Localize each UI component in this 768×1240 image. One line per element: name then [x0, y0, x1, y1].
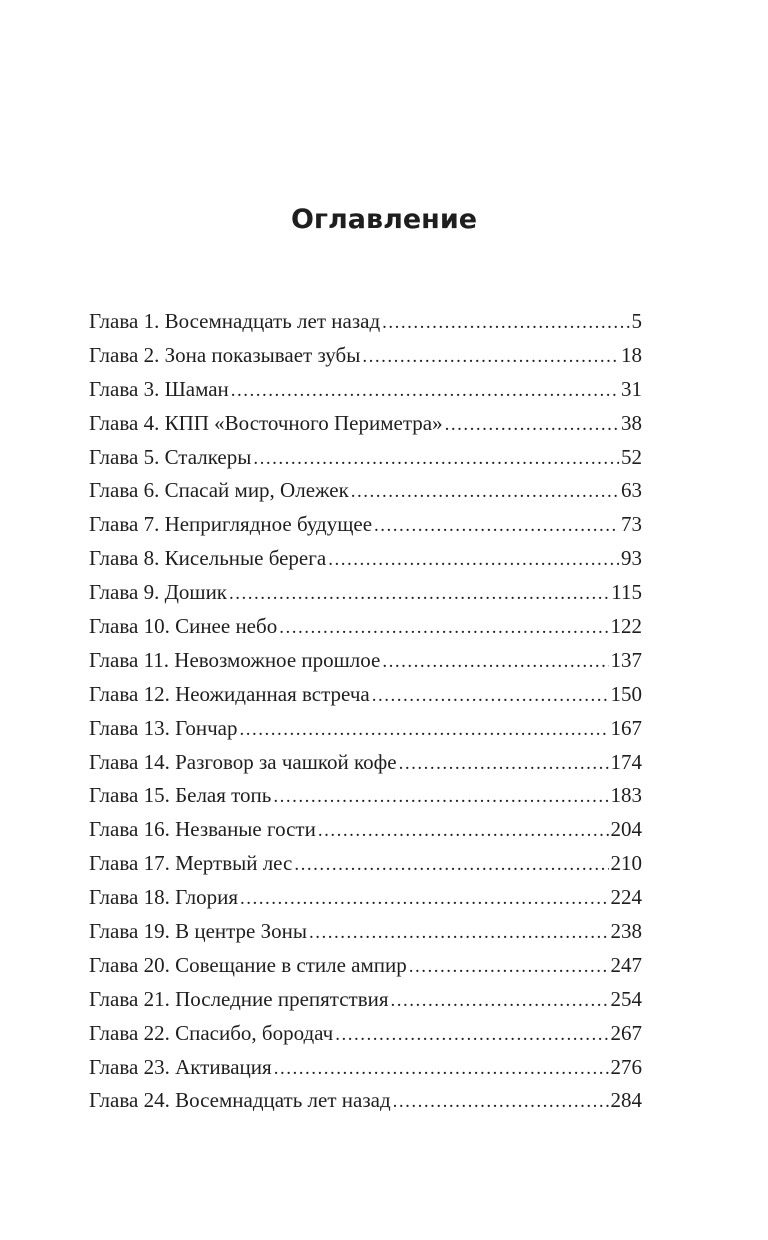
- page-number: 52: [621, 444, 642, 469]
- dot-leader: [445, 408, 619, 442]
- toc-entry-chapter-16: [89, 813, 642, 847]
- chapter-title: Глава 2. Зона показывает зубы: [89, 342, 361, 367]
- toc-entry-chapter-22: [89, 1017, 642, 1051]
- dot-leader: [273, 780, 608, 814]
- page-number: 93: [621, 546, 642, 571]
- dot-leader: [231, 374, 619, 408]
- page-number: 38: [621, 410, 642, 435]
- toc-entry-chapter-4: [89, 407, 642, 441]
- toc-entry-chapter-3: [89, 373, 642, 407]
- chapter-title: Глава 24. Восемнадцать лет назад: [89, 1088, 391, 1113]
- chapter-title: Глава 21. Последние препятствия: [89, 986, 389, 1011]
- page-number: 284: [610, 1088, 642, 1113]
- chapter-title: Глава 16. Незваные гости: [89, 817, 316, 842]
- page-number: 276: [610, 1054, 642, 1079]
- dot-leader: [382, 645, 608, 679]
- page-number: 254: [610, 986, 642, 1011]
- chapter-title: Глава 10. Синее небо: [89, 614, 278, 639]
- toc-entry-chapter-24: [89, 1084, 642, 1118]
- toc-entry-chapter-9: [89, 576, 642, 610]
- dot-leader: [372, 679, 609, 713]
- chapter-title: Глава 14. Разговор за чашкой кофе: [89, 749, 397, 774]
- chapter-title: Глава 12. Неожиданная встреча: [89, 681, 370, 706]
- page-number: 204: [610, 817, 642, 842]
- dot-leader: [409, 950, 609, 984]
- toc-entry-chapter-18: [89, 881, 642, 915]
- dot-leader: [335, 1018, 608, 1052]
- page-number: 183: [610, 783, 642, 808]
- toc-entry-chapter-14: [89, 746, 642, 780]
- chapter-title: Глава 1. Восемнадцать лет назад: [89, 309, 381, 333]
- page-number: 224: [610, 885, 642, 910]
- page-number: 63: [621, 478, 642, 503]
- toc-entry-chapter-15: [89, 779, 642, 813]
- dot-leader: [240, 882, 608, 916]
- page-number: 115: [611, 580, 642, 605]
- page-number: 73: [621, 512, 642, 537]
- chapter-title: Глава 23. Активация: [89, 1054, 272, 1079]
- dot-leader: [229, 577, 609, 611]
- toc-entry-chapter-6: [89, 474, 642, 508]
- dot-leader: [279, 611, 608, 645]
- chapter-title: Глава 22. Спасибо, бородач: [89, 1020, 334, 1045]
- toc-entry-chapter-17: [89, 847, 642, 881]
- page-number: 238: [610, 919, 642, 944]
- chapter-title: Глава 13. Гончар: [89, 715, 238, 740]
- dot-leader: [382, 306, 629, 340]
- chapter-title: Глава 4. КПП «Восточного Периметра»: [89, 410, 443, 435]
- page-number: 31: [621, 376, 642, 401]
- dot-leader: [374, 509, 619, 543]
- toc-entry-chapter-12: [89, 678, 642, 712]
- chapter-title: Глава 3. Шаман: [89, 376, 229, 401]
- toc-entry-chapter-13: [89, 712, 642, 746]
- page-number: 210: [610, 851, 642, 876]
- chapter-title: Глава 9. Дошик: [89, 580, 228, 605]
- toc-entry-chapter-23: [89, 1051, 642, 1085]
- dot-leader: [351, 475, 619, 509]
- dot-leader: [399, 747, 609, 781]
- toc-entry-chapter-10: [89, 610, 642, 644]
- dot-leader: [393, 1085, 609, 1119]
- toc-entry-chapter-20: [89, 949, 642, 983]
- page-number: 167: [610, 715, 642, 740]
- dot-leader: [294, 848, 608, 882]
- page-number: 150: [610, 681, 642, 706]
- toc-entry-chapter-11: [89, 644, 642, 678]
- dot-leader: [253, 442, 619, 476]
- chapter-title: Глава 5. Сталкеры: [89, 444, 252, 469]
- chapter-title: Глава 19. В центре Зоны: [89, 919, 307, 944]
- chapter-title: Глава 18. Глория: [89, 885, 239, 910]
- page-number: 137: [610, 647, 642, 672]
- toc-entry-chapter-2: [89, 339, 642, 373]
- chapter-title: Глава 8. Кисельные берега: [89, 546, 327, 571]
- page-number: 5: [631, 309, 642, 333]
- chapter-title: Глава 15. Белая топь: [89, 783, 272, 808]
- dot-leader: [362, 340, 619, 374]
- chapter-title: Глава 17. Мертвый лес: [89, 851, 293, 876]
- page-number: 18: [621, 342, 642, 367]
- page-number: 122: [610, 614, 642, 639]
- page-number: 174: [610, 749, 642, 774]
- dot-leader: [274, 1052, 609, 1086]
- dot-leader: [391, 984, 609, 1018]
- table-of-contents: [89, 305, 642, 1118]
- chapter-title: Глава 7. Неприглядное будущее: [89, 512, 373, 537]
- chapter-title: Глава 11. Невозможное прошлое: [89, 647, 381, 672]
- dot-leader: [309, 916, 609, 950]
- dot-leader: [328, 543, 619, 577]
- toc-entry-chapter-1: [89, 305, 642, 339]
- chapter-title: Глава 20. Совещание в стиле ампир: [89, 952, 407, 977]
- toc-entry-chapter-7: [89, 508, 642, 542]
- page-title: Оглавление: [290, 204, 478, 235]
- dot-leader: [318, 814, 609, 848]
- page-number: 247: [610, 952, 642, 977]
- toc-entry-chapter-19: [89, 915, 642, 949]
- toc-entry-chapter-5: [89, 441, 642, 475]
- dot-leader: [240, 713, 609, 747]
- page-number: 267: [610, 1020, 642, 1045]
- toc-entry-chapter-21: [89, 983, 642, 1017]
- toc-entry-chapter-8: [89, 542, 642, 576]
- chapter-title: Глава 6. Спасай мир, Олежек: [89, 478, 349, 503]
